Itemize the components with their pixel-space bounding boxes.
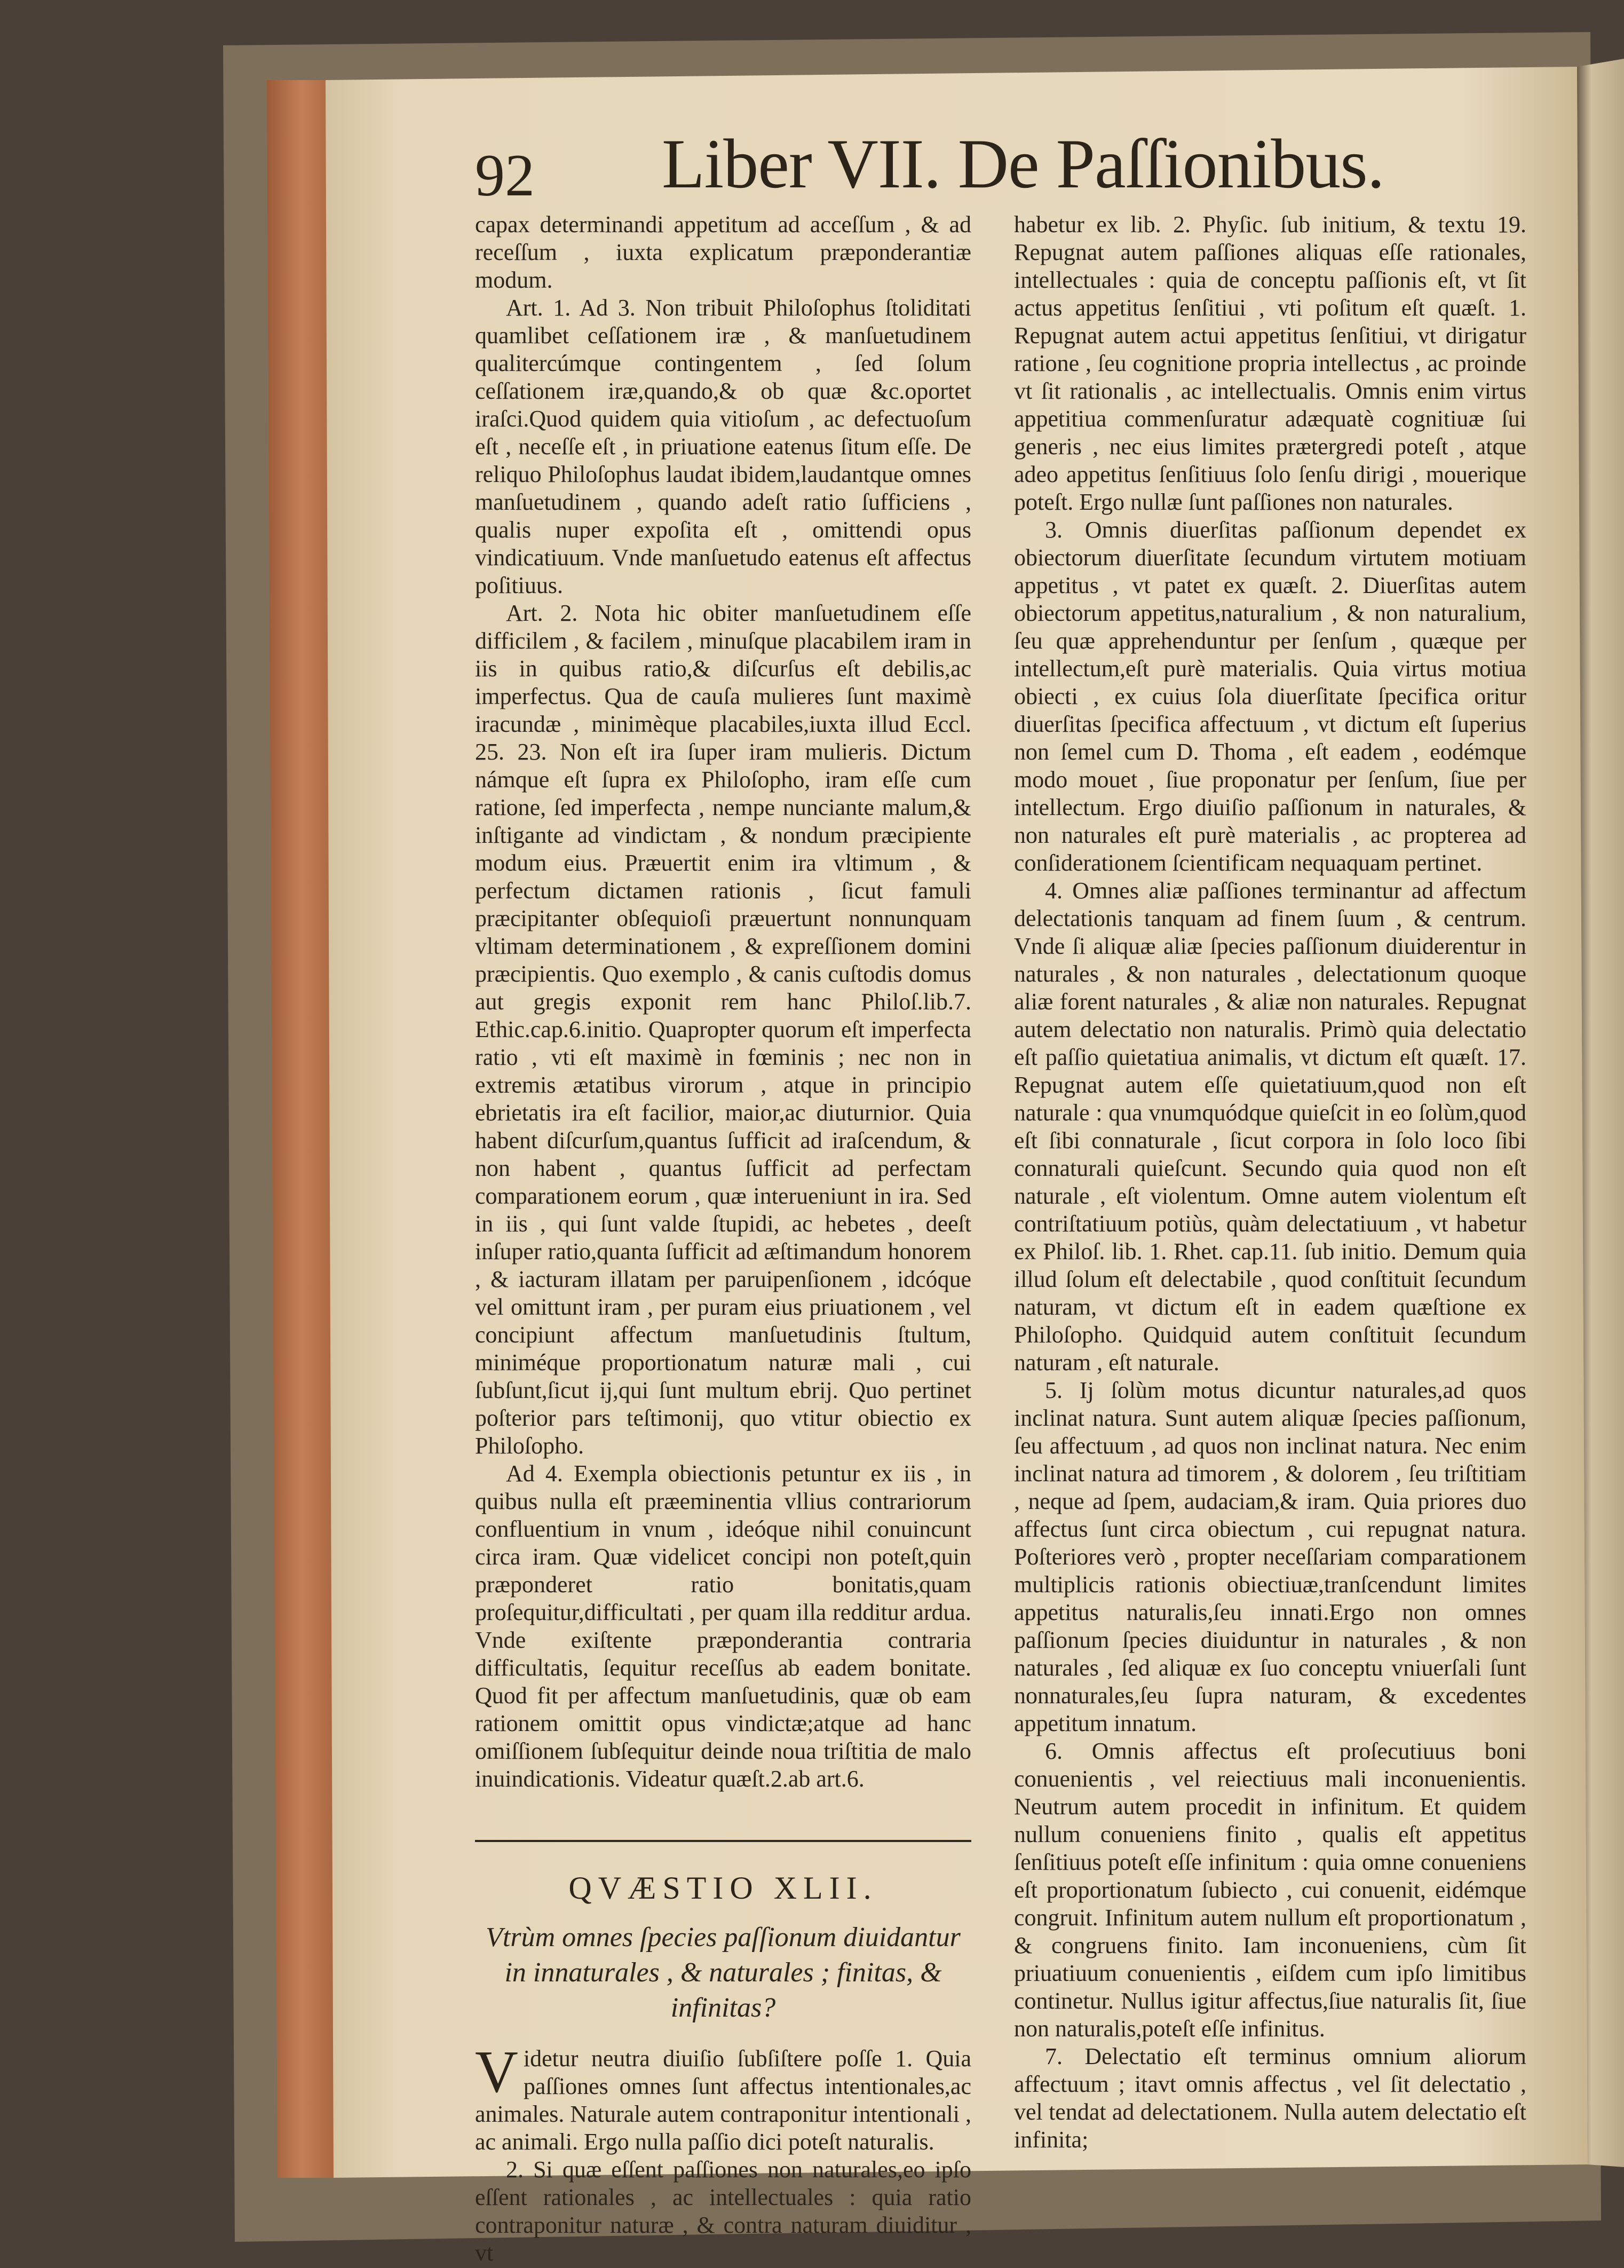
page-header [470, 112, 1516, 209]
right-column [1014, 211, 1526, 2154]
paragraph: 6. Omnis affectus eſt proſecutiuus boni conuenientis , vel reiectiuus mali inconuenientis. Neutrum autem procedit in infinitum. Et quidem nullum conueniens finito , qualis eſt appetitus ſenſitiuus poteſt eſſe infinitum : quia omne conueniens eſt proportionatum ſubiecto , cui conuenit, eidémque congruit. Infinitum autem nullum eſt proportionatum , & congruens finito. Iam inconueniens, cùm ſit priuatiuum conuenientis , eiſdem cum ipſo limitibus continetur. Nullus igitur affectus,ſiue naturalis ſit, ſiue non naturalis,poteſt eſſe infinitus. [1014, 1738, 1526, 2042]
question-title: QVÆSTIO XLII. [568, 1870, 878, 1906]
paragraph: 7. Delectatio eſt terminus omnium aliorum affectuum ; itavt omnis affectus , vel ſit delectatio , vel tendat ad delectationem. Nulla autem delectatio eſt infinita; [1014, 2043, 1526, 2153]
paragraph: capax determinandi appetitum ad acceſſum , & ad receſſum , iuxta explicatum præponderantiæ modum. [475, 211, 971, 293]
paragraph: 5. Ij ſolùm motus dicuntur naturales,ad quos inclinat natura. Sunt autem aliquæ ſpecies paſſionum, ſeu affectuum , ad quos non inclinat natura. Nec enim inclinat natura ad timorem , & dolorem , ſeu triſtitiam , neque ad ſpem, audaciam,& iram. Quia priores duo affectus ſunt circa obiectum , cui repugnat natura. Poſteriores verò , propter neceſſariam comparationem multiplicis rationis obiectiuæ,tranſcendunt limites appetitus naturalis,ſeu innati.Ergo non omnes paſſionum ſpecies diuiduntur in naturales , & non naturales , ſed aliquæ ex ſuo conceptu vniuerſali ſunt nonnaturales,ſeu ſupra naturam, & excedentes appetitum innatum. [1014, 1377, 1526, 1736]
running-head: Liber VII. De Paſſionibus. [662, 124, 1384, 203]
left-column [475, 211, 971, 2267]
paragraph: 4. Omnes aliæ paſſiones terminantur ad affectum delectationis tanquam ad finem ſuum , & centrum. Vnde ſi aliquæ aliæ ſpecies paſſionum diuiderentur in naturales , & non naturales , delectationum quoque aliæ forent naturales , & aliæ non naturales. Repugnat autem delectatio non naturalis. Primò quia delectatio eſt paſſio quietatiua animalis, vt dictum eſt quæſt. 17. Repugnat autem eſſe quietatiuum,quod non eſt naturale : qua vnumquódque quieſcit in eo ſolùm,quod eſt ſibi connaturale , ſicut corpora in ſolo loco ſibi connaturali quieſcunt. Secundo quia quod non eſt naturale , eſt violentum. Omne autem violentum eſt contriſtatiuum potiùs, quàm delectatiuum , vt habetur ex Philoſ. lib. 1. Rhet. cap.11. ſub initio. Demum quia illud ſolum eſt delectabile , quod conſtituit ſecundum naturam, vt dictum eſt in eadem quæſtione ex Philoſopho. Quidquid autem conſtituit ſecundum naturam , eſt naturale. [1014, 878, 1526, 1376]
paragraph-text: idetur neutra diuiſio ſubſiſtere poſſe 1. Quia paſſiones omnes ſunt affectus intentionales,ac animales. Naturale autem contraponitur intentionali , ac animali. Ergo nulla paſſio dici poteſt naturalis. [475, 2045, 971, 2155]
paragraph: 3. Omnis diuerſitas paſſionum dependet ex obiectorum diuerſitate ſecundum virtutem motiuam appetitus , vt patet ex quæſt. 2. Diuerſitas autem obiectorum appetitus,naturalium , & non naturalium, ſeu quæ apprehenduntur per ſenſum , quæque per intellectum,eſt purè materialis. Quia virtus motiua obiecti , ex cuius ſola diuerſitate ſpecifica oritur diuerſitas ſpecifica affectuum , vt dictum eſt ſuperius non ſemel cum D. Thoma , eſt eadem , eodémque modo mouet , ſiue proponatur per ſenſum, ſiue per intellectum. Ergo diuiſio paſſionum in naturales, & non naturales eſt purè materialis , ac propterea ad conſiderationem ſcientificam nequaquam pertinet. [1014, 517, 1526, 876]
section-divider [475, 1840, 971, 1842]
opening-paragraph [475, 2039, 971, 2156]
paragraph: habetur ex lib. 2. Phyſic. ſub initium, & textu 19. Repugnat autem paſſiones aliquas eſſe rationales, intellectuales : quia de conceptu paſſionis eſt, vt ſit actus appetitus ſenſitiui , vti poſitum eſt quæſt. 1. Repugnat autem actui appetitus ſenſitiui, vt dirigatur ratione , ſeu cognitione propria intellectus , ac proinde vt ſit rationalis , ac intellectualis. Omnis enim virtus appetitiua commenſuratur adæquatè cognitiuæ ſui generis , nec eius limites prætergredi poteſt , atque adeo appetitus ſenſitiuus ſolo ſenſu dirigi , mouerique poteſt. Ergo nullæ ſunt paſſiones non naturales. [1014, 211, 1526, 515]
page-number: 92 [475, 143, 535, 209]
paragraph: Ad 4. Exempla obiectionis petuntur ex iis , in quibus nulla eſt præeminentia vllius contrariorum confluentium in vnum , ideóque nihil conuincunt circa iram. Quæ videlicet concipi non poteſt,quin præponderet ratio bonitatis,quam proſequitur,difficultati , per quam illa redditur ardua. Vnde exiſtente præponderantia contraria difficultatis, ſequitur receſſus ab eadem bonitate. Quod fit per affectum manſuetudinis, quæ ob eam rationem omittit opus vindictæ;atque ad hanc omiſſionem ſubſequitur deinde noua triſtitia de malo inuindicationis. Videatur quæſt.2.ab art.6. [475, 1460, 971, 1792]
paragraph: 2. Si quæ eſſent paſſiones non naturales,eo ipſo eſſent rationales , ac intellectuales : quia ratio contraponitur naturæ , & contra naturam diuiditur , vt [475, 2156, 971, 2266]
book-page [470, 112, 1532, 2266]
question-subtitle: Vtrùm omnes ſpecies paſſionum diuidantur in innaturales , & naturales ; finitas, & infinitas? [486, 1922, 961, 2023]
paragraph: Art. 2. Nota hic obiter manſuetudinem eſſe difficilem , & facilem , minuſque placabilem iram in iis in quibus ratio,& diſcurſus eſt debilis,ac imperfectus. Qua de cauſa mulieres ſunt maximè iracundæ , minimèque placabiles,iuxta illud Eccl. 25. 23. Non eſt ira ſuper iram mulieris. Dictum námque eſt ſupra ex Philoſopho, iram eſſe cum ratione, ſed imperfecta , nempe nunciante malum,& inſtigante ad vindictam , & nondum præcipiente modum eius. Præuertit enim ira vltimum , & perfectum dictamen rationis , ſicut famuli præcipitanter obſequioſi præuertunt nonnunquam vltimam determinationem , & expreſſionem domini præcipientis. Quo exemplo , & canis cuſtodis domus aut gregis exponit rem hanc Philoſ.lib.7. Ethic.cap.6.initio. Quapropter quorum eſt imperfecta ratio , vti eſt maximè in fœminis ; nec non in extremis ætatibus virorum , atque in principio ebrietatis ira eſt facilior, maior,ac diuturnior. Quia habent diſcurſum,quantus ſufficit ad iraſcendum, & non habent , quantus ſufficit ad perfectam comparationem eorum , quæ interueniunt in ira. Sed in iis , qui ſunt valde ſtupidi, ac hebetes , deeſt inſuper ratio,quanta ſufficit ad æſtimandum honorem , & iacturam illatam per paruipenſionem , idcóque vel omittunt iram , per puram eius priuationem , vel concipiunt affectum manſuetudinis ſtultum, miniméque proportionatum naturæ mali , cui ſubſunt,ſicut ij,qui ſunt multum ebrij. Quo pertinet poſterior pars teſtimonij, quo vtitur obiectio ex Philoſopho. [475, 600, 971, 1459]
page-fore-edge [267, 80, 336, 2178]
paragraph: Art. 1. Ad 3. Non tribuit Philoſophus ſtoliditati quamlibet ceſſationem iræ , & manſuetudinem qualitercúmque contingentem , ſed ſolum ceſſationem iræ,quando,& ob quæ &c.oportet iraſci.Quod quidem quia vitioſum , ac defectuoſum eſt , neceſſe eſt , in priuatione eatenus ſitum eſſe. De reliquo Philoſophus laudat ibidem,laudantque omnes manſuetudinem , quando adeſt ratio ſufficiens , qualis nuper expoſita eſt , omittendi opus vindicatiuum. Vnde manſuetudo eatenus eſt affectus poſitiuus. [475, 295, 971, 598]
drop-cap: V [475, 2039, 518, 2105]
